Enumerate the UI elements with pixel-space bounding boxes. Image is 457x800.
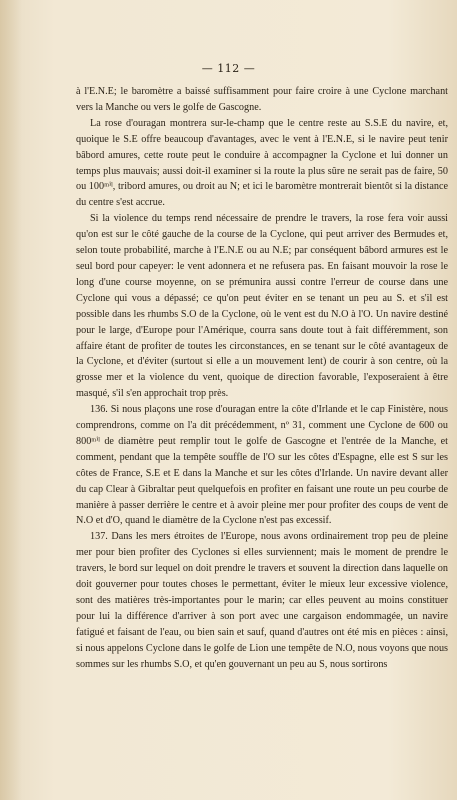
paragraph-136: 136. Si nous plaçons une rose d'ouragan entre la côte d'Irlande et le cap Finistère, nous comprendrons, comme on l'a dit précédemment, nº 31, comment une Cyclone de 600 ou 800ᵐⁱˡ de diamètre peut remplir tout le golfe de Gascogne et l'entrée de la Manche, et comment, pendant que la tempête souffle de l'O sur les côtes d'Espagne, elle est S sur les côtes de France, S.E et E dans la Manche et sur les côtes d'Irlande. Un navire devant aller du cap Clear à Gibraltar peut quelquefois en profiter en faisant une route un peu courbe de manière à passer derrière le centre et à avoir pleine mer pour profiter des coups de vent de N.O et d'O, quand le diamètre de la Cyclone n'est pas excessif. bbox=[76, 404, 448, 527]
paragraph-137: 137. Dans les mers étroites de l'Europe, nous avons ordinairement trop peu de pleine mer pour bien profiter des Cyclones si elles surviennent; mais le moment de prendre le travers, le bord sur lequel on doit prendre le travers et souvent la direction dans laquelle on doit gouverner pour toutes choses le permettant, éviter le mieux leur excessive violence, sont des matières très-importantes pour le marin; car elles peuvent au moins constituer pour lui la différence d'arriver à son port avec une cargaison endommagée, un navire fatigué et faisant de l'eau, ou bien sain et sauf, quand d'autres ont été mis en pièces : ainsi, si nous appelons Cyclone dans le golfe de Lion une tempête de N.O, nous voyons que nous sommes sur les rhumbs S.O, et qu'en gouvernant un peu au S, nous sortirons bbox=[76, 531, 448, 670]
paragraph: à l'E.N.E; le baromètre a baissé suffisamment pour faire croire à une Cyclone marchant vers la Manche ou vers le golfe de Gascogne. bbox=[76, 86, 448, 113]
paragraph: La rose d'ouragan montrera sur-le-champ que le centre reste au S.S.E du navire, et, quoique le S.E offre beaucoup d'avantages, avec le vent à l'E.N.E, si le navire peut tenir bâbord amures, cette route peut le conduire à accompagner la Cyclone et lui donner un temps plus mauvais; aussi doit-il examiner si la route la plus sûre ne serait pas de faire, 50 ou 100ᵐⁱˡ, tribord amures, ou droit au N; et ici le baromètre montrerait bientôt si la distance du centre s'est accrue. bbox=[76, 117, 448, 209]
paragraph: Si la violence du temps rend nécessaire de prendre le travers, la rose fera voir aussi qu'on est sur le côté gauche de la course de la Cyclone, qui peut arriver des Bermudes et, selon toute probabilité, marche à l'E.N.E ou au N.E; par conséquent bâbord armures est le seul bord pour capeyer: le vent adonnera et ne refusera pas. En faisant mouvoir la rose le long d'une course moyenne, on se prémunira aussi contre l'erreur de course dans une Cyclone qui vous a dépassé; ce qu'on peut éviter en se tenant un peu au S. et s'il est possible dans les rhumbs S.O de la Cyclone, où le vent est du N.O à l'O. Un navire destiné pour le large, d'Europe pour l'Amérique, courra sans doute tout à fait différemment, son affaire étant de profiter de toutes les circonstances, en se tenant sur le côté avantageux de la Cyclone, et d'éviter (surtout si elle a un mouvement lent) de courir à son centre, où la grosse mer et la violence du vent, quoique de direction favorable, l'exposeraient à être masqué, s'il s'en approchait trop près. bbox=[76, 213, 448, 400]
page-number: — 112 — bbox=[201, 62, 256, 75]
page-spine-shadow bbox=[0, 0, 22, 800]
body-text bbox=[76, 84, 448, 673]
